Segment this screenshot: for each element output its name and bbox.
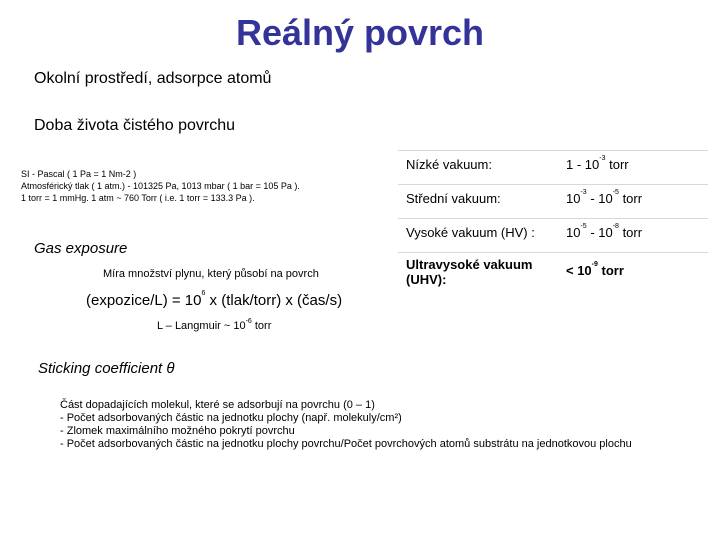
vacuum-name: Střední vakuum: (398, 185, 558, 219)
gas-exposure-heading: Gas exposure (34, 240, 128, 257)
units-torr: 1 torr = 1 mmHg. 1 atm ~ 760 Torr ( i.e. 1 torr = 133.3 Pa ). (21, 193, 255, 203)
sticking-line: - Počet adsorbovaných částic na jednotku plochy povrchu/Počet povrchových atomů substrátu na jednotkovou plochu (60, 438, 632, 450)
units-block (21, 168, 300, 204)
sticking-line: Část dopadajících molekul, které se adsorbují na povrchu (0 – 1) (60, 399, 375, 411)
sticking-heading (38, 360, 175, 377)
sticking-description (60, 399, 632, 451)
langmuir-suffix: torr (251, 320, 272, 332)
formula-suffix: x (tlak/torr) x (čas/s) (205, 292, 343, 309)
table-row (398, 219, 708, 253)
units-si: SI - Pascal ( 1 Pa = 1 Nm-2 ) (21, 169, 137, 179)
langmuir-prefix: L – Langmuir ~ 10 (157, 320, 246, 332)
langmuir-exponent: -6 (245, 318, 252, 325)
formula-prefix: (expozice/L) = 10 (86, 292, 202, 309)
units-atm: Atmosférický tlak ( 1 atm.) - 101325 Pa, 1013 mbar ( 1 bar = 105 Pa ). (21, 181, 300, 191)
table-row (398, 151, 708, 185)
vacuum-range: $10^{-3} - 10^{-5}$ torr (558, 185, 708, 219)
langmuir-line (157, 320, 271, 332)
vacuum-range: $10^{-5} - 10^{-8}$ torr (558, 219, 708, 253)
vacuum-name: Nízké vakuum: (398, 151, 558, 185)
vacuum-range: < $10^{-9}$ torr (558, 253, 708, 293)
vacuum-name: Vysoké vakuum (HV) : (398, 219, 558, 253)
table-row (398, 253, 708, 293)
theta-symbol: θ (166, 360, 175, 377)
formula-exponent: 6 (201, 290, 206, 297)
bullet-lifetime: Doba života čistého povrchu (34, 117, 235, 134)
vacuum-name: Ultravysoké vakuum (UHV): (398, 253, 558, 293)
sticking-heading-text: Sticking coefficient (38, 360, 163, 377)
gas-exposure-description: Míra množství plynu, který působí na povrch (103, 268, 319, 280)
sticking-line: - Zlomek maximálního možného pokrytí povrchu (60, 425, 295, 437)
exposure-formula (86, 292, 342, 309)
sticking-line: - Počet adsorbovaných částic na jednotku plochy (např. molekuly/cm²) (60, 412, 402, 424)
vacuum-table (398, 150, 708, 293)
page-title: Reálný povrch (235, 12, 485, 53)
vacuum-range: $1 - 10^{-3}$ torr (558, 151, 708, 185)
table-row (398, 185, 708, 219)
bullet-environment: Okolní prostředí, adsorpce atomů (34, 70, 272, 87)
